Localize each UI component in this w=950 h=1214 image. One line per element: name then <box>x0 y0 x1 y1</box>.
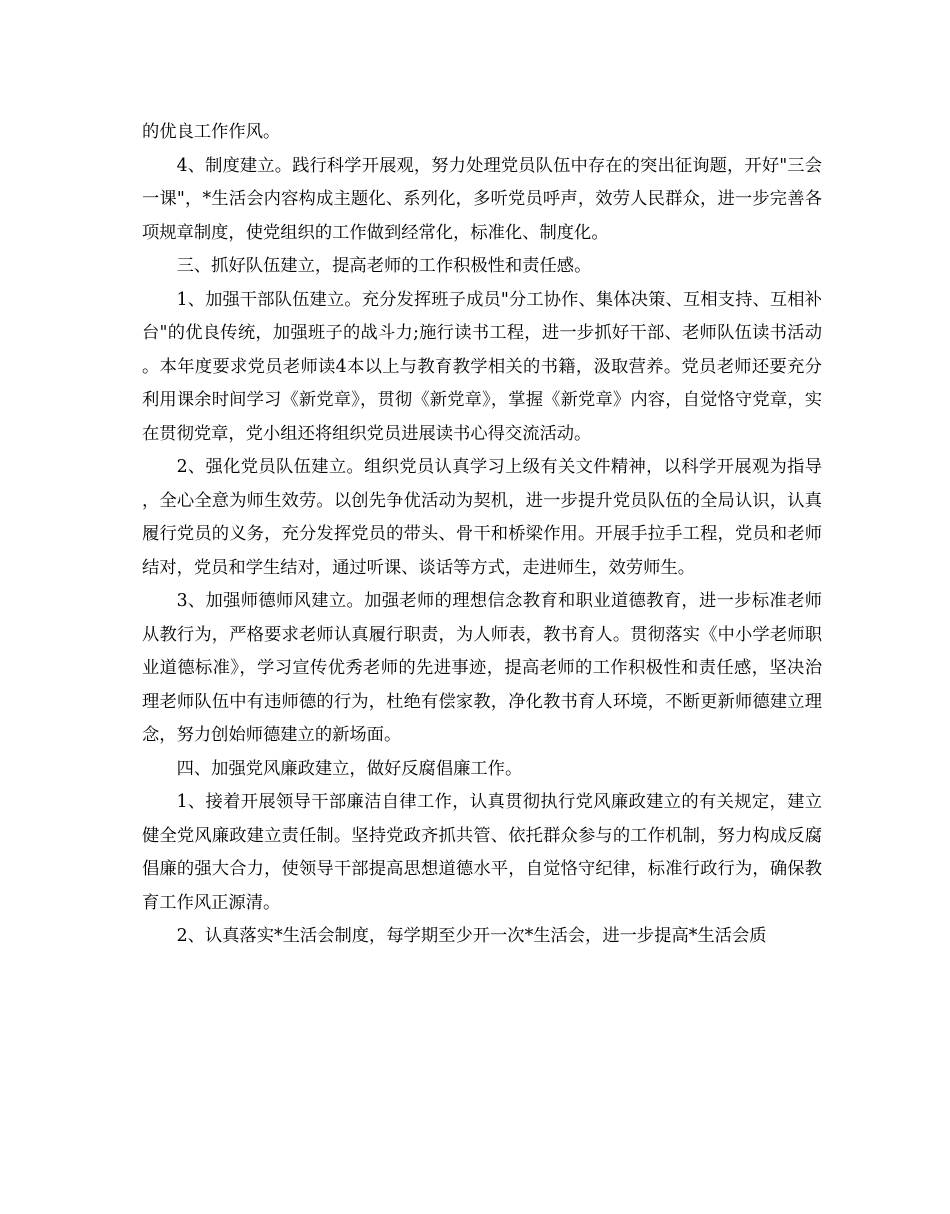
paragraph-teacher-ethics: 3、加强师德师风建立。加强老师的理想信念教育和职业道德教育，进一步标准老师从教行为，严格要求老师认真履行职责，为人师表，教书育人。贯彻落实《中小学老师职业道德标准》，学习宣传优秀老师的先进事迹，提高老师的工作积极性和责任感，坚决治理老师队伍中有违师德的行为，杜绝有偿家教，净化教书育人环境，不断更新师德建立理念，努力创始师德建立的新场面。 <box>142 591 822 745</box>
paragraph-system-building: 4、制度建立。践行科学开展观，努力处理党员队伍中存在的突出征询题，开好"三会一课"，*生活会内容构成主题化、系列化，多听党员呼声，效劳人民群众，进一步完善各项规章制度，使党组织的工作做到经常化，标准化、制度化。 <box>142 155 822 243</box>
paragraph-party-member-team: 2、强化党员队伍建立。组织党员认真学习上级有关文件精神，以科学开展观为指导，全心全意为师生效劳。以创先争优活动为契机，进一步提升党员队伍的全局认识，认真履行党员的义务，充分发挥党员的带头、骨干和桥梁作用。开展手拉手工程，党员和老师结对，党员和学生结对，通过听课、谈话等方式，走进师生，效劳师生。 <box>142 457 822 578</box>
paragraph-cadre-team: 1、加强干部队伍建立。充分发挥班子成员"分工协作、集体决策、互相支持、互相补台"的优良传统，加强班子的战斗力;施行读书工程，进一步抓好干部、老师队伍读书活动。本年度要求党员老师读4本以上与教育教学相关的书籍，汲取营养。党员老师还要充分利用课余时间学习《新党章》，贯彻《新党章》，掌握《新党章》内容，自觉恪守党章，实在贯彻党章，党小组还将组织党员进展读书心得交流活动。 <box>142 289 822 444</box>
document-body <box>142 116 822 954</box>
paragraph-life-meeting: 2、认真落实*生活会制度，每学期至少开一次*生活会，进一步提高*生活会质 <box>176 926 767 946</box>
section-heading-integrity: 四、加强党风廉政建立，做好反腐倡廉工作。 <box>176 758 523 779</box>
section-heading-team-building: 三、抓好队伍建立，提高老师的工作积极性和责任感。 <box>176 256 592 276</box>
paragraph-continuation: 的优良工作作风。 <box>142 122 281 142</box>
paragraph-self-discipline: 1、接着开展领导干部廉洁自律工作，认真贯彻执行党风廉政建立的有关规定，建立健全党风廉政建立责任制。坚持党政齐抓共管、依托群众参与的工作机制，努力构成反腐倡廉的强大合力，使领导干部提高思想道德水平，自觉恪守纪律，标准行政行为，确保教育工作风正源清。 <box>142 792 822 913</box>
